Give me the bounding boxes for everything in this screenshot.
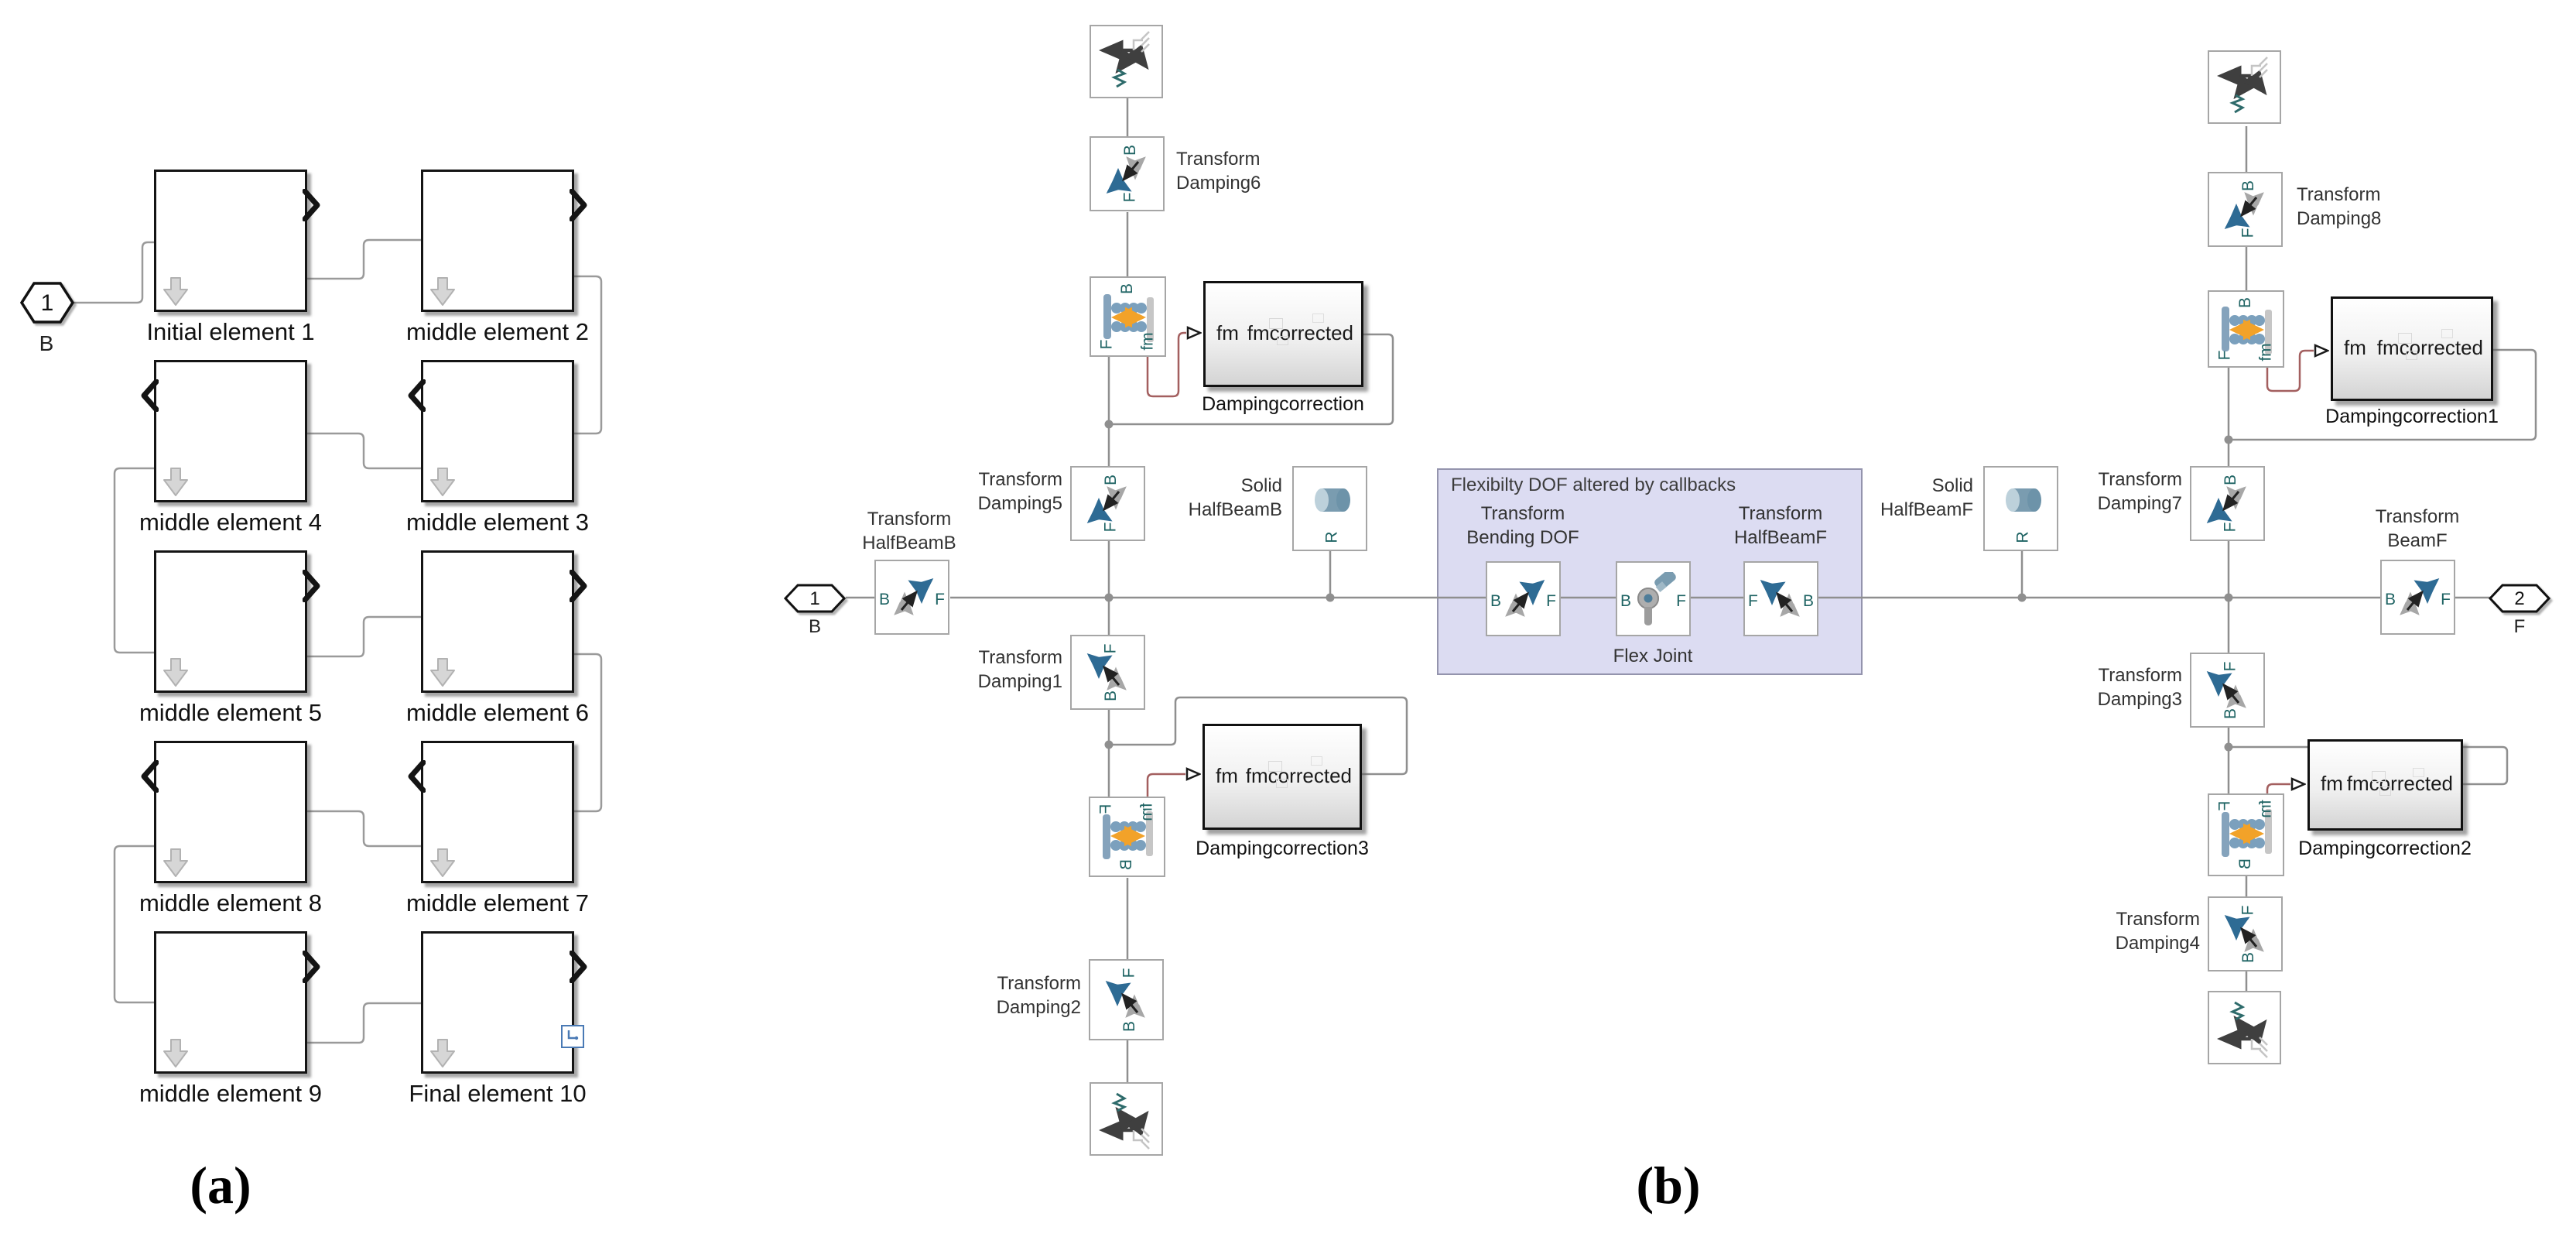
label-flex-joint: Flex Joint bbox=[1613, 646, 1693, 666]
label-transform-damping7 bbox=[2058, 468, 2182, 516]
mini-diagram bbox=[2413, 768, 2424, 777]
svg-text:1: 1 bbox=[809, 588, 820, 609]
block-dampingcorrection2 bbox=[2307, 739, 2463, 831]
block-label: Final element 10 bbox=[409, 1080, 587, 1107]
block-middle-element-7 bbox=[421, 741, 574, 883]
ground-frame-icon bbox=[1092, 1085, 1161, 1154]
mini-diagram bbox=[2379, 786, 2391, 796]
wire bbox=[307, 811, 421, 846]
down-arrow-icon bbox=[162, 468, 189, 497]
subsystem-inport-label: fm bbox=[1216, 320, 1239, 344]
label-line: Damping3 bbox=[2097, 689, 2182, 710]
block-transform-damping1: F B bbox=[1070, 635, 1145, 710]
cylinder-icon bbox=[1303, 474, 1357, 528]
block-solid-halfbeamf: R bbox=[1983, 466, 2058, 551]
wire bbox=[115, 468, 154, 653]
subsystem-outport-label: fmcorrected bbox=[1247, 320, 1353, 344]
flex-joint-icon bbox=[1627, 572, 1681, 626]
callback-region-title: Flexibilty DOF altered by callbacks bbox=[1451, 475, 1736, 495]
block-middle-element-4 bbox=[154, 360, 307, 502]
mini-diagram bbox=[1311, 756, 1322, 766]
block-middle-element-6 bbox=[421, 550, 574, 693]
label-line: HalfBeamF bbox=[1733, 527, 1828, 548]
block-transform-damping8: B F bbox=[2208, 172, 2283, 247]
ground-frame-icon bbox=[2210, 53, 2280, 122]
label-transform-damping3 bbox=[2058, 663, 2182, 711]
input-triangle-icon bbox=[1185, 767, 1201, 781]
transform-icon bbox=[1754, 572, 1808, 626]
block-middle-element-9 bbox=[154, 931, 307, 1074]
wire bbox=[115, 846, 154, 1002]
block-middle-element-8 bbox=[154, 741, 307, 883]
junction-dot bbox=[2225, 743, 2233, 752]
transform-icon bbox=[2219, 907, 2273, 961]
block-label: Initial element 1 bbox=[146, 318, 315, 345]
down-arrow-icon bbox=[162, 1039, 189, 1068]
block-label: middle element 9 bbox=[139, 1080, 323, 1107]
mini-diagram bbox=[1269, 318, 1283, 329]
mini-diagram bbox=[2372, 771, 2386, 782]
junction-dot bbox=[2225, 436, 2233, 444]
block-flex-joint: B F bbox=[1616, 561, 1691, 636]
junction-dot bbox=[1105, 741, 1114, 749]
hexagon-port-1b bbox=[784, 583, 846, 614]
label-line: Transform bbox=[1480, 503, 1565, 524]
label-line: HalfBeamF bbox=[1880, 499, 1973, 520]
block-label: middle element 3 bbox=[405, 509, 590, 536]
block-world-frame-ground bbox=[2208, 50, 2281, 124]
down-arrow-icon bbox=[429, 1039, 456, 1068]
cylinder-icon bbox=[1994, 474, 2048, 528]
output-chevron-icon bbox=[303, 189, 321, 221]
block-label: middle element 5 bbox=[139, 699, 323, 726]
label-transform-damping6 bbox=[1176, 147, 1300, 195]
block-middle-element-5 bbox=[154, 550, 307, 693]
wire-signal bbox=[1148, 774, 1185, 797]
label-transform-damping8 bbox=[2297, 183, 2420, 231]
block-transform-damping7: B F bbox=[2190, 466, 2265, 541]
transform-icon bbox=[2201, 663, 2255, 718]
mini-diagram bbox=[1276, 779, 1288, 788]
mini-diagram bbox=[2441, 329, 2453, 338]
output-chevron-icon bbox=[303, 951, 321, 983]
label-line: Transform bbox=[978, 647, 1062, 668]
input-chevron-icon bbox=[407, 760, 426, 793]
down-arrow-icon bbox=[162, 277, 189, 307]
label-transform-damping1 bbox=[939, 646, 1062, 694]
subsystem-inport-label: fm bbox=[2344, 335, 2366, 359]
output-chevron-icon bbox=[570, 189, 588, 221]
label-transform-halfbeamf bbox=[1719, 502, 1842, 550]
label-line: Transform bbox=[867, 509, 952, 529]
block-transform-damping6: B F bbox=[1090, 136, 1165, 211]
junction-dot bbox=[1105, 594, 1114, 602]
block-dampingcorrection3 bbox=[1202, 724, 1362, 830]
wire bbox=[307, 617, 421, 656]
mini-diagram bbox=[2406, 351, 2417, 360]
block-transform-halfbeamb: B F bbox=[874, 560, 949, 635]
subsystem-outport-label: fmcorrected bbox=[1245, 763, 1352, 787]
down-arrow-icon bbox=[429, 468, 456, 497]
mini-diagram bbox=[1268, 761, 1282, 772]
label-line: Transform bbox=[997, 973, 1081, 994]
label-line: Damping6 bbox=[1176, 173, 1261, 194]
transform-icon bbox=[2391, 571, 2445, 625]
input-triangle-icon bbox=[2290, 777, 2306, 791]
subsystem-outport-label: fmcorrected bbox=[2376, 335, 2483, 359]
block-label: middle element 6 bbox=[405, 699, 590, 726]
label-line: Damping4 bbox=[2115, 933, 2200, 954]
label-line: Damping1 bbox=[977, 671, 1062, 692]
label-line: HalfBeamB bbox=[1188, 499, 1282, 520]
caption-a: (a) bbox=[190, 1156, 251, 1215]
junction-dot bbox=[1326, 594, 1335, 602]
block-world-frame-ground bbox=[1090, 25, 1163, 98]
wire bbox=[307, 240, 421, 279]
output-chevron-icon bbox=[303, 570, 321, 602]
label-line: Solid bbox=[1931, 475, 1973, 496]
label-dampingcorrection3: Dampingcorrection3 bbox=[1196, 838, 1369, 859]
subsystem-outport-label: fmcorrected bbox=[2346, 771, 2453, 795]
block-transform-damping4: F B bbox=[2208, 896, 2283, 971]
label-line: Transform bbox=[2297, 184, 2381, 205]
label-line: Transform bbox=[2098, 469, 2182, 490]
output-chevron-icon bbox=[570, 951, 588, 983]
label-line: Transform bbox=[1738, 503, 1823, 524]
label-line: Damping7 bbox=[2097, 493, 2182, 514]
hexagon-port-1a bbox=[20, 280, 74, 325]
hexagon-port-2b bbox=[2489, 583, 2550, 614]
wire bbox=[574, 276, 601, 433]
block-middle-element-3 bbox=[421, 360, 574, 502]
junction-dot bbox=[2225, 594, 2233, 602]
input-triangle-icon bbox=[1186, 326, 1202, 340]
label-dampingcorrection: Dampingcorrection bbox=[1202, 393, 1364, 415]
subsystem-inport-label: fm bbox=[2321, 771, 2343, 795]
label-line: Transform bbox=[978, 469, 1062, 490]
hexagon-port-1a-label: B bbox=[39, 331, 54, 355]
junction-dot bbox=[2018, 594, 2027, 602]
label-dampingcorrection1: Dampingcorrection1 bbox=[2325, 406, 2499, 427]
ground-frame-icon bbox=[2210, 993, 2280, 1063]
wire-signal bbox=[2267, 784, 2290, 793]
block-spring-damper-3: B F fm bbox=[1089, 797, 1165, 877]
block-world-frame-ground bbox=[2208, 991, 2281, 1064]
label-line: Transform bbox=[2375, 506, 2460, 527]
svg-text:1: 1 bbox=[40, 290, 54, 316]
label-transform-bending-dof bbox=[1461, 502, 1585, 550]
label-transform-damping2 bbox=[957, 971, 1081, 1019]
block-label: middle element 8 bbox=[139, 889, 323, 917]
down-arrow-icon bbox=[429, 277, 456, 307]
block-dampingcorrection bbox=[1203, 281, 1363, 387]
output-chevron-icon bbox=[570, 570, 588, 602]
block-spring-damper-1: B F fm bbox=[1090, 276, 1166, 357]
transform-icon bbox=[1497, 572, 1551, 626]
block-spring-damper-4: B F fm bbox=[2208, 793, 2284, 876]
down-arrow-icon bbox=[429, 658, 456, 687]
label-solid-halfbeamf bbox=[1849, 474, 1973, 522]
block-spring-damper-2: B F fm bbox=[2208, 290, 2284, 368]
input-chevron-icon bbox=[140, 760, 159, 793]
wire bbox=[1109, 98, 1127, 1082]
label-line: HalfBeamB bbox=[862, 533, 956, 553]
callback-badge-icon bbox=[561, 1025, 584, 1048]
input-triangle-icon bbox=[2314, 344, 2329, 358]
wire bbox=[307, 1003, 421, 1043]
transform-icon bbox=[1100, 973, 1154, 1027]
label-solid-halfbeamb bbox=[1158, 474, 1282, 522]
subsystem-inport-label: fm bbox=[1216, 763, 1238, 787]
input-chevron-icon bbox=[407, 379, 426, 412]
label-line: Bending DOF bbox=[1466, 527, 1579, 548]
down-arrow-icon bbox=[162, 848, 189, 878]
block-final-element-10 bbox=[421, 931, 574, 1074]
down-arrow-icon bbox=[429, 848, 456, 878]
wire bbox=[74, 242, 154, 303]
wire bbox=[574, 654, 601, 811]
block-label: middle element 4 bbox=[139, 509, 323, 536]
block-middle-element-2 bbox=[421, 170, 574, 312]
mini-diagram bbox=[2398, 333, 2412, 344]
block-label: middle element 7 bbox=[405, 889, 590, 917]
block-transform-bending-dof: B F bbox=[1486, 561, 1561, 636]
block-world-frame-ground bbox=[1090, 1082, 1163, 1156]
block-initial-element-1 bbox=[154, 170, 307, 312]
transform-icon bbox=[1081, 646, 1135, 700]
block-solid-halfbeamb: R bbox=[1292, 466, 1367, 551]
label-line: Damping5 bbox=[977, 493, 1062, 514]
label-line: Transform bbox=[2098, 665, 2182, 686]
mini-diagram bbox=[1277, 336, 1288, 345]
label-line: Damping2 bbox=[996, 997, 1081, 1018]
label-transform-damping5 bbox=[939, 468, 1062, 516]
block-transform-beamf: B F bbox=[2380, 560, 2455, 635]
block-dampingcorrection1 bbox=[2331, 296, 2493, 401]
svg-text:2: 2 bbox=[2514, 588, 2525, 609]
down-arrow-icon bbox=[162, 658, 189, 687]
hexagon-port-2b-label: F bbox=[2513, 616, 2526, 637]
label-line: Transform bbox=[1176, 149, 1261, 170]
block-transform-damping5: B F bbox=[1070, 466, 1145, 541]
label-transform-beamf bbox=[2355, 505, 2479, 553]
label-line: Transform bbox=[2116, 909, 2200, 930]
hexagon-port-1b-label: B bbox=[808, 616, 821, 637]
junction-dot bbox=[1105, 420, 1114, 429]
input-chevron-icon bbox=[140, 379, 159, 412]
caption-b: (b) bbox=[1636, 1156, 1701, 1215]
wire bbox=[307, 433, 421, 468]
mini-diagram bbox=[1312, 314, 1324, 323]
block-transform-damping2: F B bbox=[1089, 959, 1164, 1040]
block-transform-halfbeamf: F B bbox=[1743, 561, 1818, 636]
label-line: Damping8 bbox=[2297, 208, 2382, 229]
label-dampingcorrection2: Dampingcorrection2 bbox=[2298, 838, 2472, 859]
ground-frame-icon bbox=[1092, 27, 1161, 97]
block-label: middle element 2 bbox=[405, 318, 590, 345]
label-transform-damping4 bbox=[2076, 907, 2200, 955]
label-line: Solid bbox=[1240, 475, 1282, 496]
transform-icon bbox=[885, 571, 939, 625]
label-line: BeamF bbox=[2387, 530, 2448, 551]
block-transform-damping3: F B bbox=[2190, 653, 2265, 728]
